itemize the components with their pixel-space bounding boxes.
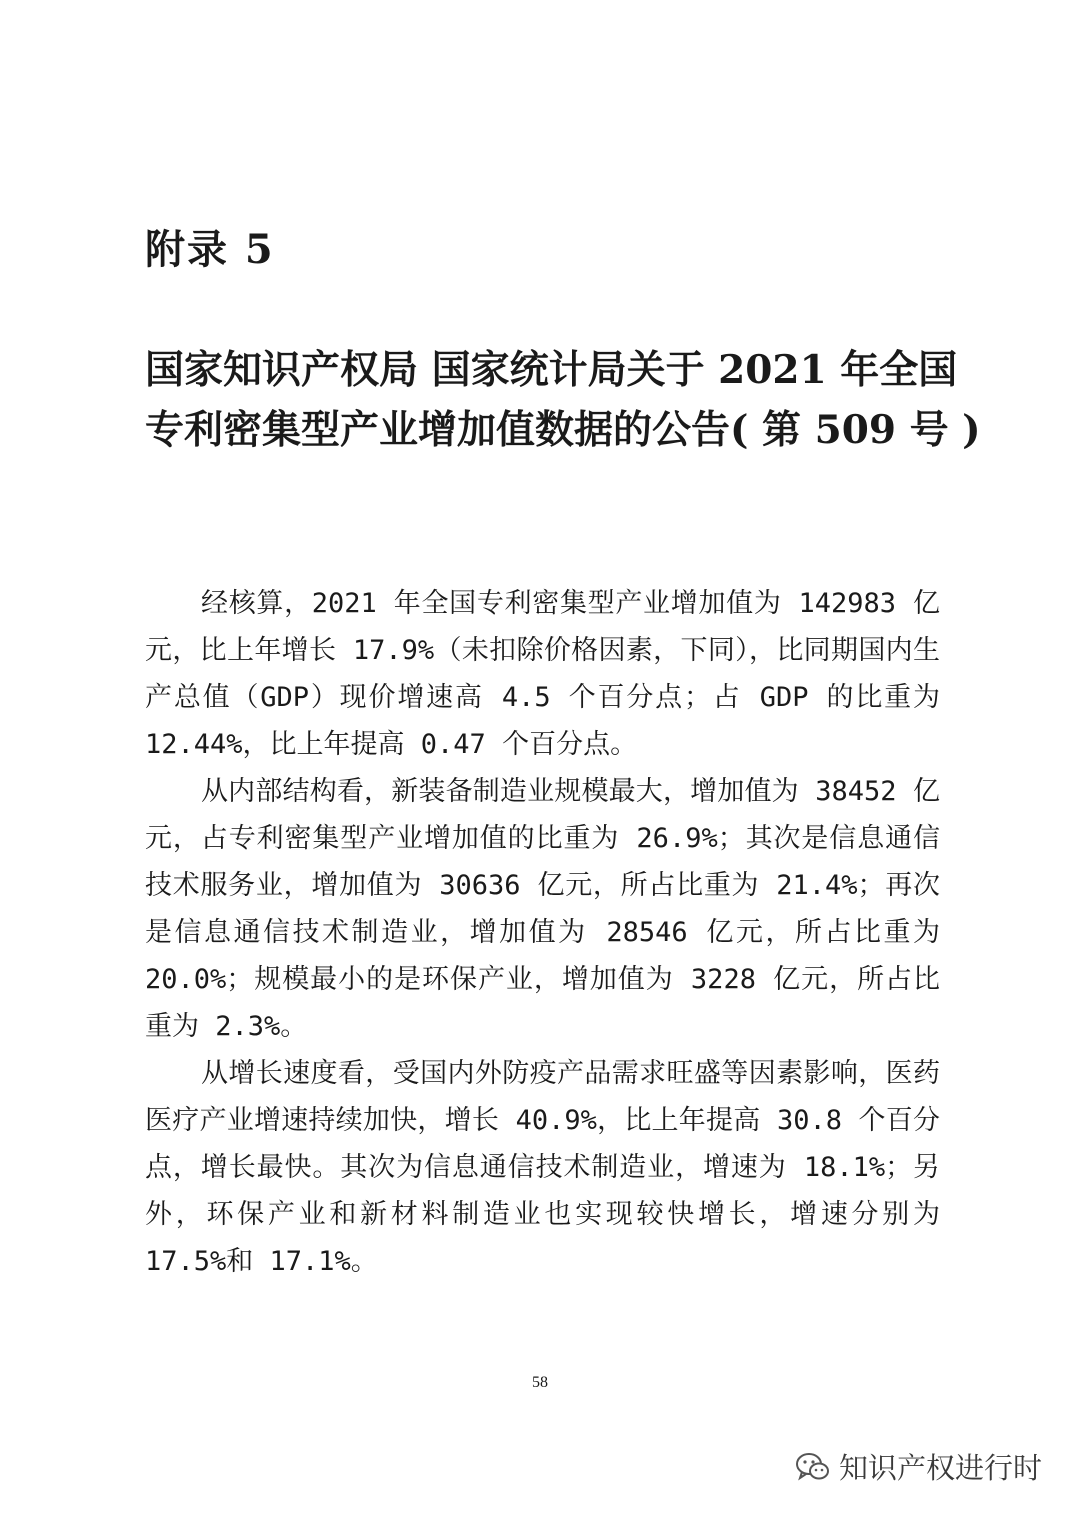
paragraph-3: 从增长速度看，受国内外防疫产品需求旺盛等因素影响，医药医疗产业增速持续加快，增长 40.9%，比上年提高 30.8 个百分点，增长最快。其次为信息通信技术制造业，增速为 18.1%；另外，环保产业和新材料制造业也实现较快增长，增速分别为 17.5%和 17.1%。 xyxy=(145,1058,940,1277)
paragraph-1: 经核算，2021 年全国专利密集型产业增加值为 142983 亿元，比上年增长 17.9%（未扣除价格因素，下同），比同期国内生产总值（GDP）现价增速高 4.5 个百分点；占 GDP 的比重为 12.44%，比上年提高 0.47 个百分点。 xyxy=(145,588,940,760)
paragraph-2: 从内部结构看，新装备制造业规模最大，增加值为 38452 亿元，占专利密集型产业增加值的比重为 26.9%；其次是信息通信技术服务业，增加值为 30636 亿元，所占比重为 21.4%；再次是信息通信技术制造业，增加值为 28546 亿元，所占比重为 20.0%；规模最小的是环保产业，增加值为 3228 亿元，所占比重为 2.3%。 xyxy=(145,776,940,1042)
watermark-text: 知识产权进行时 xyxy=(838,1451,1042,1485)
watermark xyxy=(795,1446,1042,1487)
announcement-body xyxy=(145,580,940,1285)
wechat-icon xyxy=(795,1451,831,1483)
announcement-title xyxy=(145,340,981,460)
title-line-1: 国家知识产权局 国家统计局关于 2021 年全国 xyxy=(145,347,958,393)
page-number: 58 xyxy=(532,1374,548,1391)
appendix-heading: 附录 5 xyxy=(145,226,275,273)
title-line-2: 专利密集型产业增加值数据的公告( 第 509 号 ) xyxy=(145,407,981,453)
